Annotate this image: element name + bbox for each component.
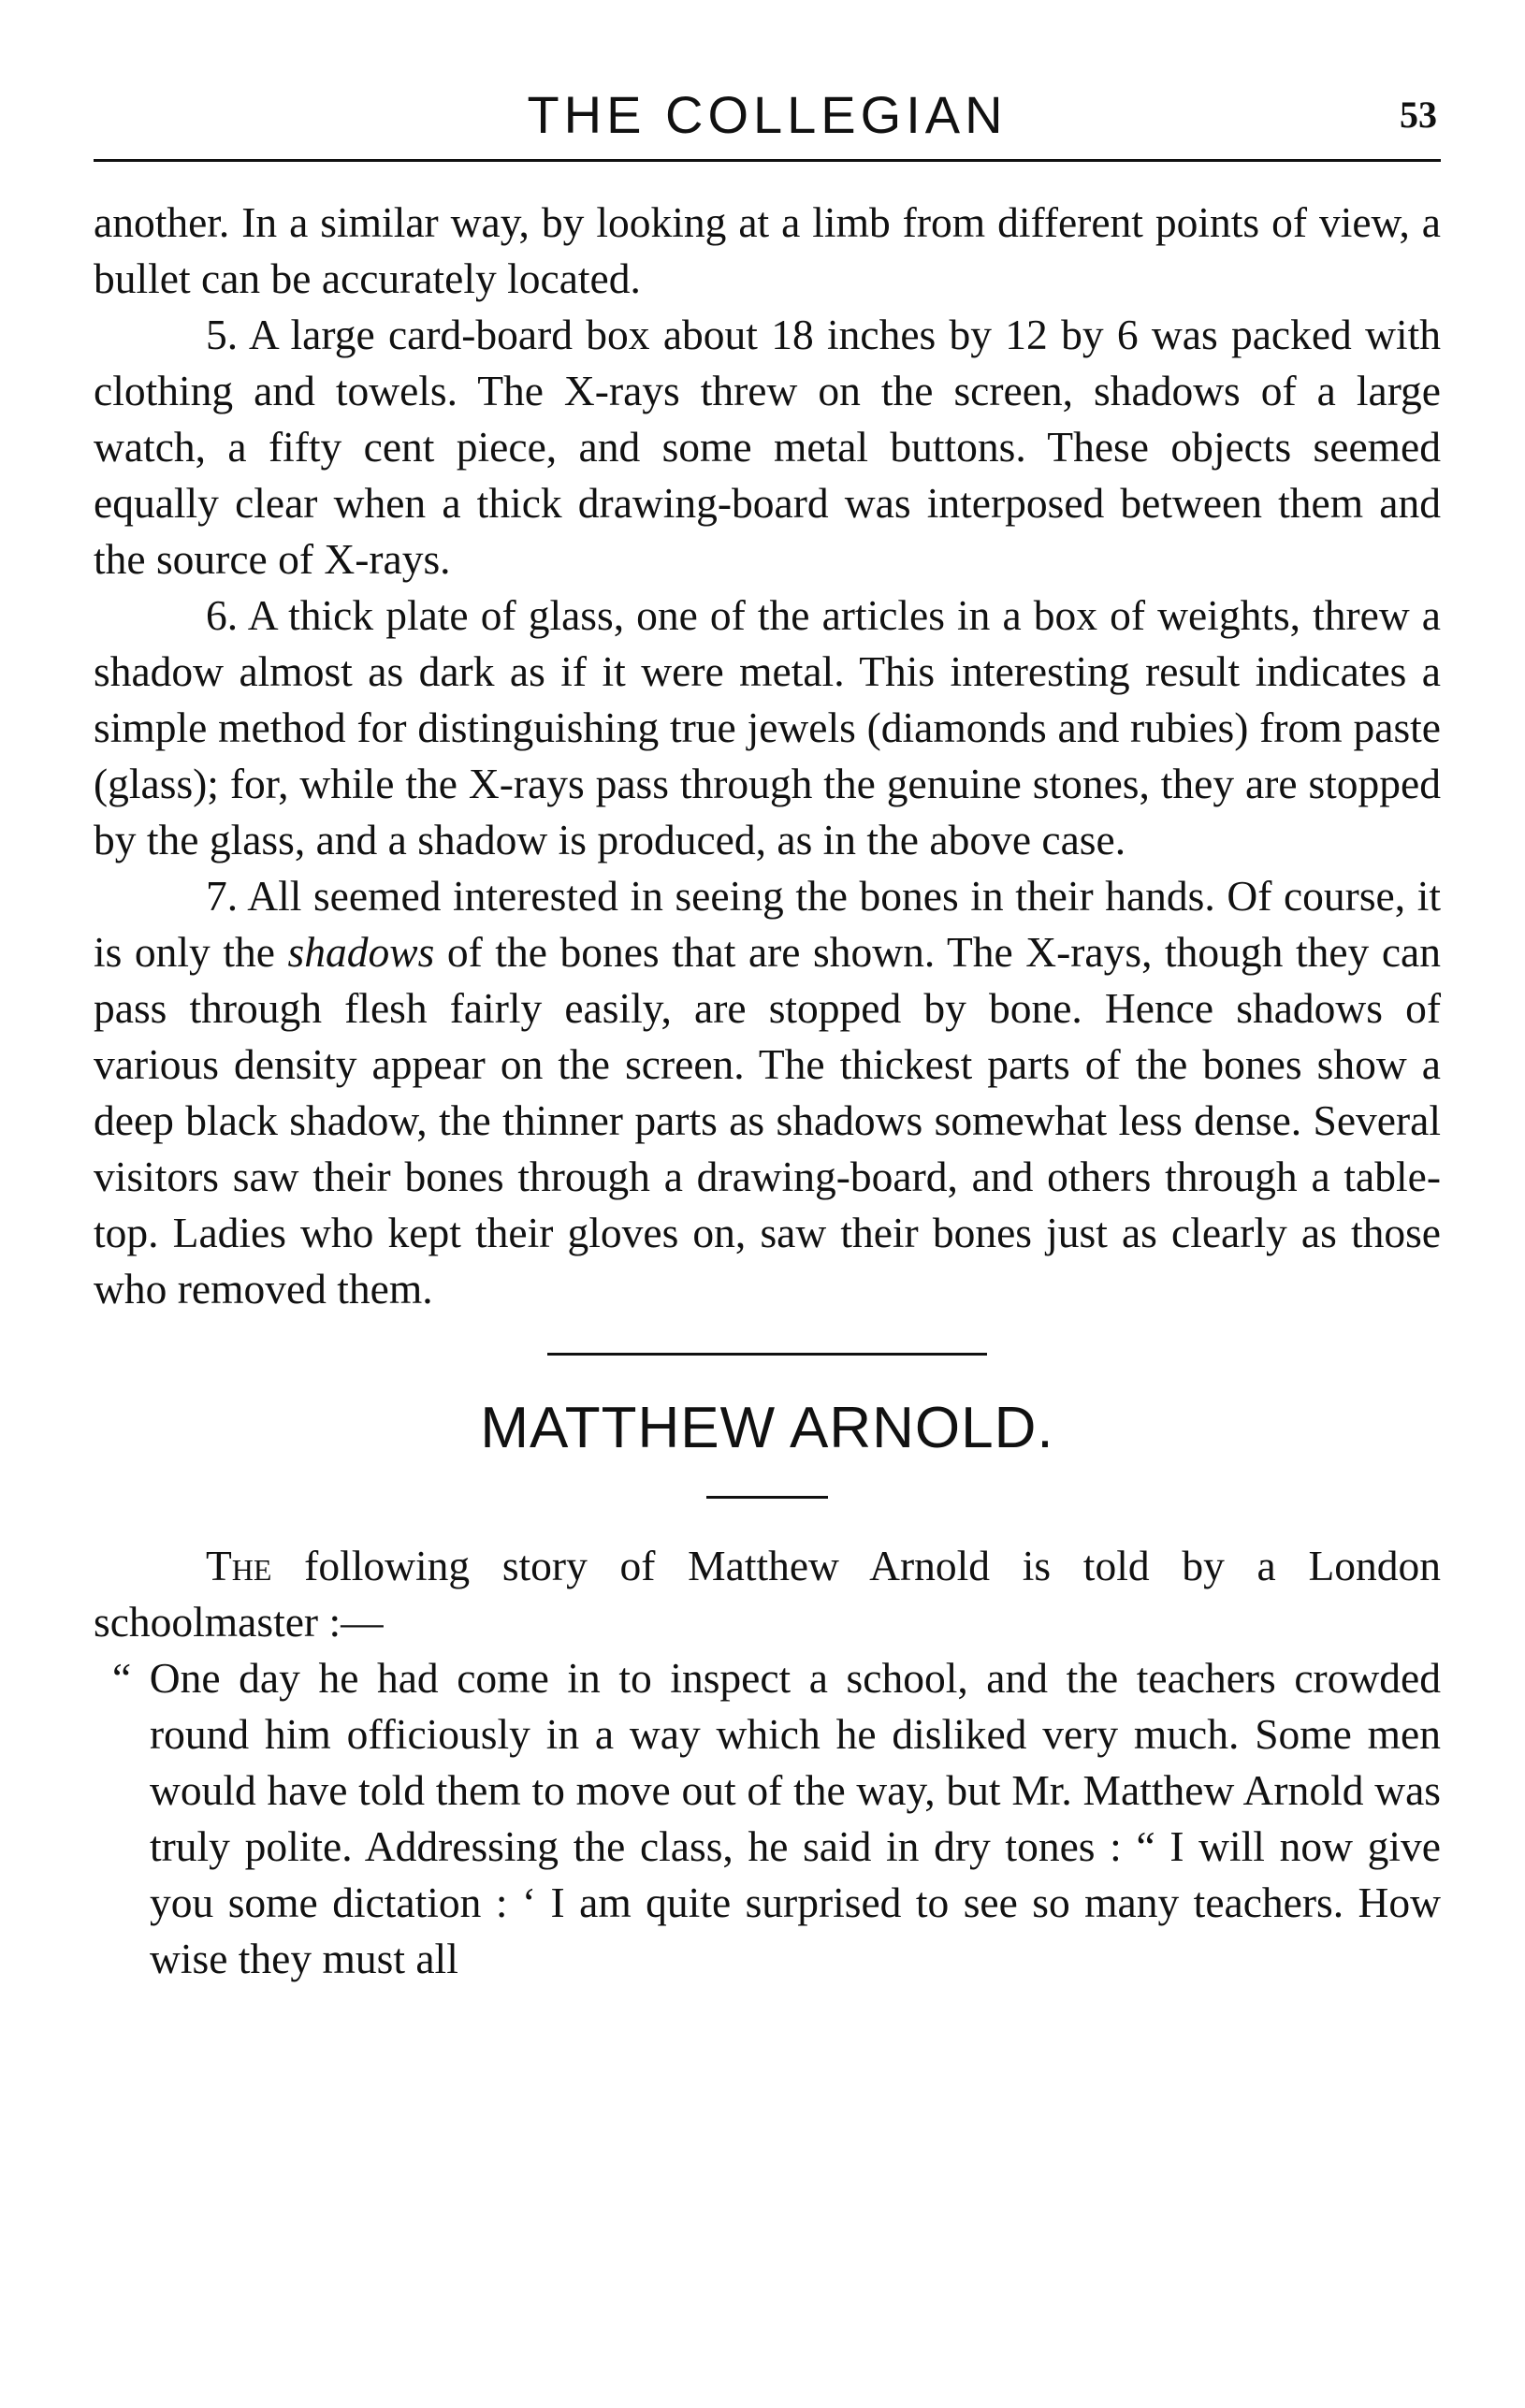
intro-text: following story of Matthew Arnold is told by a London schoolmaster :— bbox=[94, 1542, 1441, 1646]
intro-lead-word: The bbox=[206, 1542, 272, 1589]
quoted-story: “ One day he had come in to inspect a school, and the teachers crowded round him officiously in a way which he disliked very much. Some men would have told them to move out of the way, but Mr. Matthew Arnold was truly polite. Addressing the class, he said in dry tones : “ I will now give you some dictation : ‘ I am quite surprised to see so many teachers. How wise they must all bbox=[112, 1654, 1441, 1982]
item-7-emphasis: shadows bbox=[287, 928, 435, 976]
item-7-text-end: of the bones that are shown. The X-rays, though they can pass through flesh fairly easily, are stopped by bone. Hence shadows of various density appear on the screen. The thickest parts of the bones show a deep black shadow, the thinner parts as shadows somewhat less dense. Several visitors saw their bones through a drawing-board, and others through a table-top. Ladies who kept their gloves on, saw their bones just as clearly as those who removed them. bbox=[94, 928, 1442, 1313]
page-number: 53 bbox=[1400, 94, 1437, 136]
paragraph-item-5: 5. A large card-board box about 18 inches by 12 by 6 was packed with clothing and towels. The X-rays threw on the screen, shadows of a large watch, a fifty cent piece, and some metal buttons. These objects seemed equally clear when a thick drawing-board was interposed between them and the source of X-rays. bbox=[94, 311, 1441, 583]
running-title: THE COLLEGIAN bbox=[527, 85, 1008, 144]
section-divider-rule bbox=[547, 1353, 987, 1356]
header-rule bbox=[94, 159, 1441, 162]
title-underline-rule bbox=[706, 1496, 828, 1499]
running-head bbox=[94, 82, 1441, 148]
paragraph-item-7 bbox=[94, 868, 1441, 1317]
continued-paragraph: another. In a similar way, by looking at a limb from different points of view, a bullet can be accurately located. bbox=[94, 198, 1441, 302]
book-page bbox=[94, 0, 1441, 2408]
paragraph-item-6: 6. A thick plate of glass, one of the articles in a box of weights, threw a shadow almost as dark as if it were metal. This interesting result indicates a simple method for distinguishing true jewels (diamonds and rubies) from paste (glass); for, while the X-rays pass through the genuine stones, they are stopped by the glass, and a shadow is produced, as in the above case. bbox=[94, 591, 1441, 863]
body-text bbox=[94, 195, 1441, 1987]
intro-paragraph bbox=[94, 1538, 1441, 1650]
item-7-text-start: 7. All seemed interested in seeing the bones in their hands. Of course, it is only the bbox=[94, 872, 1441, 976]
section-title: MATTHEW ARNOLD. bbox=[480, 1396, 1054, 1460]
